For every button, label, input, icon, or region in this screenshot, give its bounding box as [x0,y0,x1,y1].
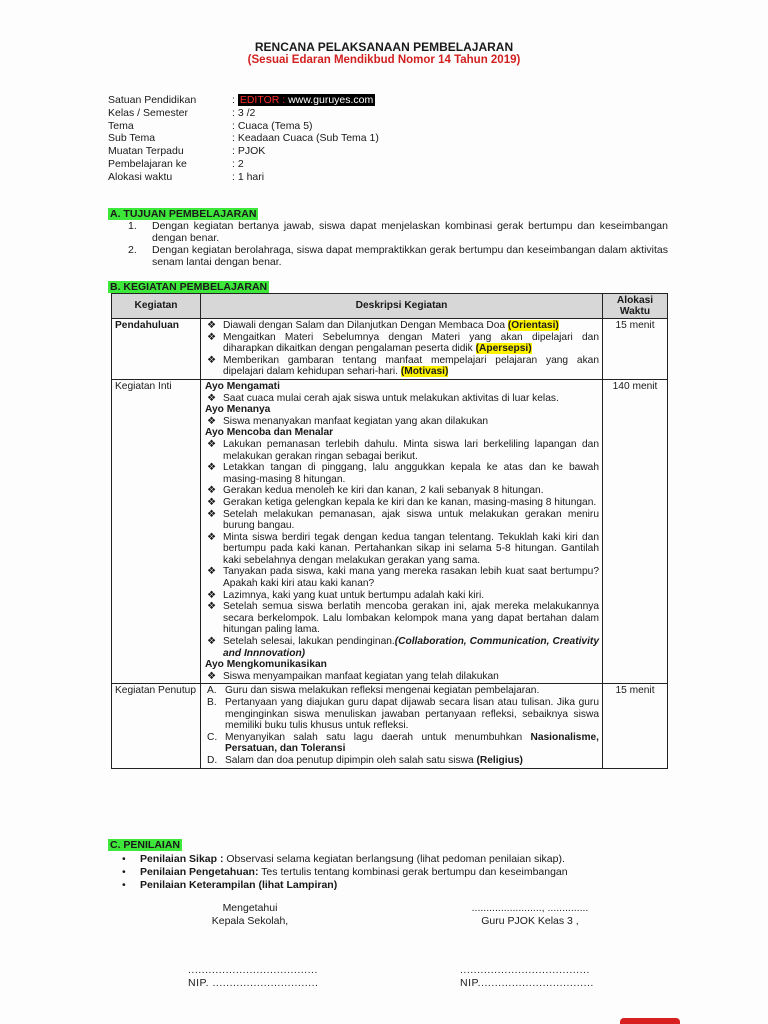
col-header-deskripsi: Deskripsi Kegiatan [201,294,603,319]
assessment-item [122,853,568,866]
bullet-item [205,566,599,589]
bullet-text: Letakkan tangan di pinggang, lalu anggukkan kepala ke atas dan ke bawah masing-masing 8 hitungan. [223,462,599,485]
bullet-dot-icon: • [122,879,126,891]
bullet-icon: ❖ [207,636,217,648]
identity-label: Pembelajaran ke [108,157,187,170]
bullet-item [205,320,599,332]
objectives-list [122,220,668,268]
editor-url: www.guruyes.com [288,94,374,106]
item-text: Menyanyikan salah satu lagu daerah untuk menumbuhkan [225,731,531,743]
identity-block [108,94,379,184]
bullet-text: Setelah melakukan pemanasan, ajak siswa untuk melakukan gerakan meniru burung bangau. [223,508,599,532]
bullet-item [205,332,599,355]
identity-row [108,120,379,133]
identity-label: Sub Tema [108,132,156,145]
bullet-item [205,439,599,462]
assessment-list [122,853,568,892]
bullet-item [205,497,599,509]
identity-label: Tema [108,119,134,132]
identity-value: : PJOK [232,145,266,158]
objective-text: Dengan kegiatan berolahraga, siswa dapat mempraktikkan gerak bertumpu dan keseimbangan dalam aktivitas senam lantai dengan benar. [152,244,668,268]
bullet-item [205,485,599,497]
objective-text: Dengan kegiatan bertanya jawab, siswa dapat menjelaskan kombinasi gerak bertumpu dan keseimbangan dengan benar. [152,220,668,244]
section-b-heading: B. KEGIATAN PEMBELAJARAN [110,281,268,293]
assessment-text: Observasi selama kegiatan berlangsung (lihat pedoman penilaian sikap). [223,853,565,865]
assessment-type: Penilaian Keterampilan (lihat Lampiran) [140,879,338,891]
identity-value [232,94,375,107]
red-corner-mark [620,1018,680,1024]
subheading: Ayo Menanya [205,404,271,416]
identity-label: Satuan Pendidikan [108,94,197,106]
bullet-icon: ❖ [207,496,217,508]
bullet-text: Memberikan gambaran tentang manfaat mempelajari pelajaran yang akan dipelajari dalam kehidupan sehari-hari. [223,354,599,378]
row-label: Kegiatan Penutup [112,684,201,768]
document-title: RENCANA PELAKSANAAN PEMBELAJARAN [254,40,514,54]
table-row-penutup [112,684,668,768]
bullet-icon: ❖ [207,531,217,543]
identity-row [108,132,379,145]
bullet-text: Mengaitkan Materi Sebelumnya dengan Materi yang akan dipelajari dan diharapkan dikaitkan dengan pengalaman peserta didik [223,331,599,355]
signature-left-line1: Mengetahui [222,902,278,914]
highlight-tag: (Motivasi) [400,366,449,378]
bullet-icon: ❖ [207,354,217,366]
lettered-item [205,732,599,755]
identity-value: : Cuaca (Tema 5) [232,119,313,132]
bullet-text: Minta siswa berdiri tegak dengan kedua tangan telentang. Tekuklah kaki kiri dan bertumpu pada kaki kanan. Pertahankan sikap ini selama 5-8 hitungan. Gantilah kaki sebelahnya dengan melakukan gerakan yang sama. [223,531,599,566]
character-tag: (Religius) [476,754,523,766]
objective-number: 1. [128,220,137,232]
bullet-icon: ❖ [207,589,217,601]
bullet-text: Setelah selesai, lakukan pendinginan. [223,636,395,648]
bullet-item [205,509,599,532]
bullet-item [205,355,599,378]
objective-number: 2. [128,244,137,256]
item-text: Pertanyaan yang diajukan guru dapat dijawab secara lisan atau tulisan. Jika guru menginginkan siswa menuliskan jawaban pertanyaan refleksi, sebaiknya siswa memiliki buku tulis khusus untuk refleksi. [225,697,599,732]
lettered-item [205,697,599,732]
bullet-item [205,462,599,485]
signature-right [450,902,610,928]
bullet-icon: ❖ [207,485,217,497]
identity-row-satuan [108,94,379,107]
bullet-icon: ❖ [207,508,217,520]
table-row-pendahuluan [112,319,668,380]
section-a-heading: A. TUJUAN PEMBELAJARAN [110,208,257,220]
document-subtitle: (Sesuai Edaran Mendikbud Nomor 14 Tahun 2019) [247,54,521,66]
identity-label: Muatan Terpadu [108,145,184,158]
bullet-icon: ❖ [207,462,217,474]
assessment-type: Penilaian Pengetahuan: [140,866,259,878]
editor-watermark [238,94,375,106]
objective-item [122,220,668,244]
col-header-kegiatan: Kegiatan [112,294,201,319]
signature-left-line2: Kepala Sekolah, [211,915,289,927]
identity-separator: : [232,94,238,106]
bullet-text: Siswa menanyakan manfaat kegiatan yang akan dilakukan [223,415,489,427]
row-time: 15 menit [603,684,668,768]
item-letter: D. [207,754,218,766]
item-text: Salam dan doa penutup dipimpin oleh salah satu siswa [225,754,477,766]
left-name-line: ...................................... [188,964,318,976]
col-header-alokasi: Alokasi Waktu [603,294,668,319]
bullet-text: Diawali dengan Salam dan Dilanjutkan Dengan Membaca Doa [223,320,508,331]
identity-label: Kelas / Semester [108,106,188,119]
identity-value: : 2 [232,157,244,170]
item-letter: B. [207,697,217,708]
bullet-text: Saat cuaca mulai cerah ajak siswa untuk melakukan aktivitas di luar kelas. [223,392,559,404]
assessment-type: Penilaian Sikap : [140,853,224,865]
bullet-text: Setelah semua siswa berlatih mencoba gerakan ini, ajak mereka melakukannya secara berkelompok. Lalu lombakan kelompok mana yang dapat bertahan dalam hitungan paling lama. [223,601,599,636]
bullet-icon: ❖ [207,392,217,404]
item-letter: A. [207,685,217,697]
bullet-dot-icon: • [122,866,126,878]
bullet-item [205,636,599,659]
bullet-icon: ❖ [207,670,217,682]
bullet-item [205,601,599,636]
bullet-item [205,671,599,683]
subheading: Ayo Mencoba dan Menalar [205,427,334,439]
activities-table [111,293,668,769]
bullet-icon: ❖ [207,415,217,427]
bullet-text: Lazimnya, kaki yang kuat untuk bertumpu adalah kaki kiri. [223,589,485,601]
item-letter: C. [207,731,218,743]
character-tag: Nasionalisme, Persatuan, dan Toleransi [225,731,599,755]
identity-row [108,145,379,158]
table-row-inti [112,379,668,683]
character-tag: (Collaboration, Communication, Creativity and Innnovation) [223,636,599,659]
row-time: 15 menit [603,319,668,380]
highlight-tag: (Orientasi) [507,320,559,331]
assessment-item [122,879,568,892]
bullet-item [205,590,599,602]
section-c-heading: C. PENILAIAN [110,839,181,851]
identity-row [108,158,379,171]
identity-label: Alokasi waktu [108,170,173,183]
bullet-text: Tanyakan pada siswa, kaki mana yang mereka rasakan lebih kuat saat bertumpu? Apakah kaki kiri atau kaki kanan? [223,566,599,590]
row-description [201,684,603,768]
lettered-item [205,685,599,697]
lettered-item [205,755,599,767]
row-description [201,379,603,683]
bullet-text: Gerakan kedua menoleh ke kiri dan kanan, 2 kali sebanyak 8 hitungan. [223,485,544,497]
right-nip: NIP.................................. [460,977,594,989]
bullet-text: Gerakan ketiga gelengkan kepala ke kiri dan ke kanan, masing-masing 8 hitungan. [223,496,597,508]
bullet-text: Siswa menyampaikan manfaat kegiatan yang telah dilakukan [223,670,499,682]
editor-label: EDITOR : [239,94,289,106]
subheading: Ayo Mengamati [205,380,280,392]
left-nip: NIP. ............................... [188,977,319,989]
table-header-row [112,294,668,319]
right-name-line: ...................................... [460,964,590,976]
assessment-text: Tes tertulis tentang kombinasi gerak bertumpu dan keseimbangan [258,866,568,878]
assessment-item [122,866,568,879]
identity-value: : 3 /2 [232,106,256,119]
bullet-icon: ❖ [207,566,217,578]
row-time: 140 menit [603,379,668,683]
item-text: Guru dan siswa melakukan refleksi mengenai kegiatan pembelajaran. [225,685,540,697]
bullet-dot-icon: • [122,853,126,865]
identity-row [108,107,379,120]
bullet-item [205,393,599,405]
bullet-item [205,416,599,428]
row-label: Pendahuluan [112,319,201,380]
signature-right-line2: Guru PJOK Kelas 3 , [481,915,579,927]
highlight-tag: (Apersepsi) [475,343,532,355]
objective-item [122,244,668,268]
bullet-text: Lakukan pemanasan terlebih dahulu. Minta siswa lari berkeliling lapangan dan melakukan gerakan ringan sebagai berikut. [223,438,599,462]
identity-value: : 1 hari [232,170,265,183]
bullet-icon: ❖ [207,331,217,343]
row-label: Kegiatan Inti [112,379,201,683]
signature-right-date: ........................, .............. [471,902,589,914]
identity-value: : Keadaan Cuaca (Sub Tema 1) [232,132,379,145]
signature-left [190,902,310,928]
bullet-icon: ❖ [207,438,217,450]
subheading: Ayo Mengkomunikasikan [205,659,327,671]
identity-row [108,171,379,184]
bullet-icon: ❖ [207,320,217,331]
bullet-item [205,532,599,567]
row-description [201,319,603,380]
bullet-icon: ❖ [207,601,217,613]
